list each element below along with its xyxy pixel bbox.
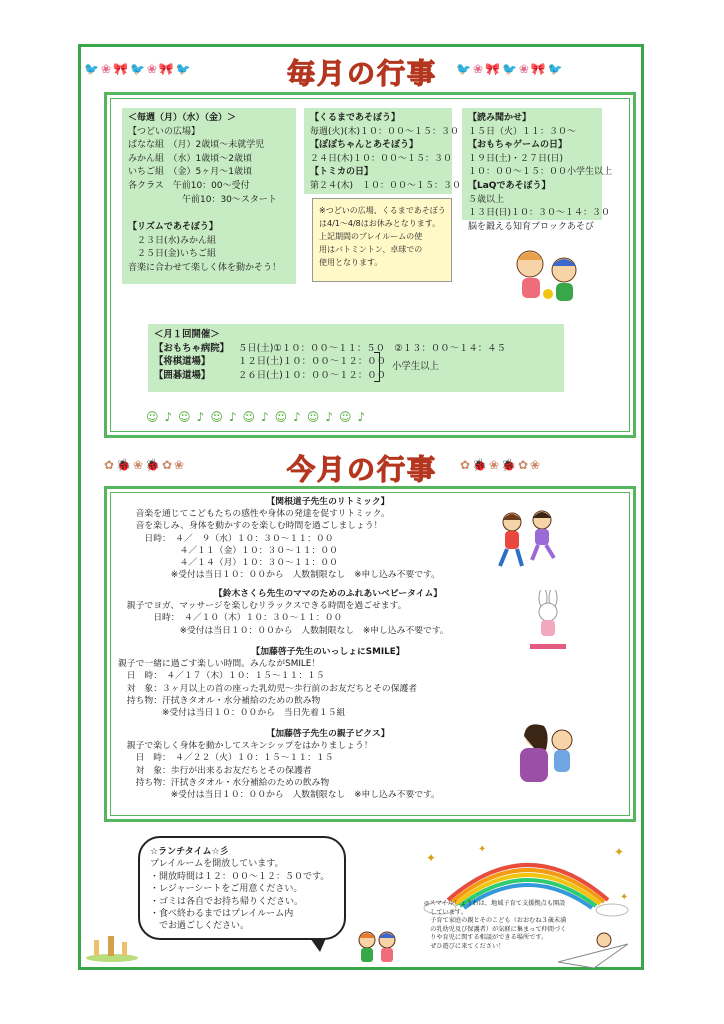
toy-game-time: １０：００～１５：００小学生以上 bbox=[468, 167, 613, 178]
toy-game-heading: 【おもちゃゲームの日】 bbox=[468, 140, 568, 151]
lunch-line: でお過ごしください。 bbox=[150, 921, 250, 932]
lunch-line: プレイルームを開放しています。 bbox=[150, 859, 284, 870]
toy-hospital-row bbox=[154, 342, 558, 356]
shogi-row bbox=[154, 355, 558, 369]
go-time: ２６日(土)１０：００～１２：００ bbox=[238, 369, 386, 381]
toy-hospital-time: ５日(土)①１０：００～１１：５０ ②１３：００～１４：４５ bbox=[238, 342, 506, 354]
tomica-heading: 【トミカの日】 bbox=[310, 167, 374, 178]
bird-flower-decoration-left: 🐦❀🎀🐦❀🎀🐦 bbox=[84, 62, 193, 76]
age-label: 小学生以上 bbox=[392, 361, 439, 372]
car-play-heading: 【くるまであそぼう】 bbox=[310, 113, 401, 123]
tomica-time: 第２４(木) １０：００～１５：３０ bbox=[310, 180, 462, 191]
weekly-sub: 【つどいの広場】 bbox=[128, 126, 201, 137]
weekly-line: いちご組 （金）5ヶ月～1歳頃 bbox=[128, 167, 252, 178]
event-line: ４／１４（月）１０：３０～１１：００ bbox=[118, 558, 338, 569]
smile-note-line: の乳幼児及び保護者）が気軽に集まって仲間づく bbox=[424, 925, 567, 933]
event-line: 日時： ４／１０（木）１０：３０～１１：００ bbox=[118, 613, 343, 624]
yoga-rabbit-illustration bbox=[526, 590, 570, 652]
event-heading: 【加藤啓子先生のいっしょにSMILE】 bbox=[251, 647, 405, 657]
event-line: 親子でヨガ、マッサージを楽しむリラックスできる時間を過ごせます。 bbox=[118, 601, 407, 612]
go-row bbox=[154, 369, 558, 383]
event-line: ※受付は当日１０：００から 当日先着１５組 bbox=[118, 708, 346, 719]
dancing-kids-illustration bbox=[492, 508, 562, 572]
svg-text:✦: ✦ bbox=[614, 845, 625, 859]
rhythm-heading: 【リズムであそぼう】 bbox=[128, 222, 218, 233]
popo-time: ２４日(木)１０：００～１５：３０ bbox=[310, 153, 453, 164]
storytime-time: １５日（火）１１：３０～ bbox=[468, 126, 577, 137]
lunch-heading: ☆ランチタイム☆彡 bbox=[150, 847, 229, 857]
closure-note bbox=[312, 198, 452, 282]
weekly-events-box bbox=[122, 108, 296, 284]
shogi-name: 【将棋道場】 bbox=[154, 356, 211, 368]
weekly-line: ぱなな組 （月）2歳頃～未就学児 bbox=[128, 140, 265, 151]
toy-hospital-name: 【おもちゃ病院】 bbox=[154, 342, 230, 354]
smile-info-panel bbox=[418, 840, 636, 968]
toy-game-dates: １９日(土)・２７日(日) bbox=[468, 153, 564, 164]
event-rhythmic bbox=[118, 496, 538, 581]
event-baby-time bbox=[118, 588, 538, 637]
smile-note-line: ぜひ遊びに来てください！ bbox=[424, 942, 505, 950]
bird-flower-decoration-right: 🐦❀🎀🐦❀🎀🐦 bbox=[456, 62, 565, 76]
event-line: 日 時： ４／１７（木）１０：１５～１１：１５ bbox=[118, 671, 325, 682]
thismonth-title: 今月の行事 bbox=[286, 453, 437, 486]
once-monthly-box bbox=[148, 324, 564, 392]
note-line: 用はバトミントン、卓球での bbox=[319, 245, 423, 254]
event-heading: 【鈴木さくら先生のママのためのふれあいベビータイム】 bbox=[213, 589, 443, 599]
laq-age: ５歳以上 bbox=[468, 194, 505, 205]
parent-child-illustration bbox=[510, 720, 582, 786]
note-line: 使用となります。 bbox=[319, 258, 383, 267]
rhythm-line: ２５日(金)いちご組 bbox=[128, 249, 217, 260]
note-line: は4/1～4/8はお休みとなります。 bbox=[319, 219, 441, 228]
note-line: 上記期間のプレイルームの使 bbox=[319, 232, 423, 241]
event-line: 持ち物：汗拭きタオル・水分補給のための飲み物 bbox=[118, 777, 330, 788]
event-line: 音を楽しみ、身体を動かすのを楽しむ時間を過ごしましょう！ bbox=[118, 521, 383, 532]
svg-text:✦: ✦ bbox=[478, 844, 487, 855]
lunch-time-bubble bbox=[138, 836, 346, 940]
bracket bbox=[374, 352, 380, 382]
event-heading: 【関根道子先生のリトミック】 bbox=[266, 497, 390, 507]
rhythm-line: 音楽に合わせて楽しく体を動かそう！ bbox=[128, 262, 282, 273]
children-playing-illustration bbox=[500, 240, 592, 312]
event-line: 親子で一緒に過ごす楽しい時間。みんながSMILE！ bbox=[118, 659, 321, 670]
smile-note-line: しています。 bbox=[424, 908, 467, 916]
lunch-line: ・レジャーシートをご用意ください。 bbox=[150, 884, 303, 895]
lunch-line: ・開放時間は１２：００～１２：５０です。 bbox=[150, 871, 330, 882]
middle-events-box bbox=[304, 108, 462, 194]
event-line: ※受付は当日１０：００から 人数制限なし ※申し込み不要です。 bbox=[118, 790, 440, 801]
event-line: 日 時： ４／２２（火）１０：１５～１１：１５ bbox=[118, 753, 334, 764]
svg-text:✦: ✦ bbox=[620, 892, 629, 903]
mushroom-grass-illustration bbox=[84, 928, 140, 962]
laq-time: １３日(日)１０：３０～１４：３０ bbox=[468, 208, 611, 219]
event-line: 親子で楽しく身体を動かしてスキンシップをはかりましょう！ bbox=[118, 741, 373, 752]
popo-heading: 【ぽぽちゃんとあそぼう】 bbox=[310, 140, 419, 151]
children-music-decoration: ☺♪☺♪☺♪☺♪☺♪☺♪☺♪ bbox=[146, 410, 372, 424]
rhythm-line: ２３日(水)みかん組 bbox=[128, 235, 217, 246]
event-smile bbox=[118, 646, 538, 719]
thismonth-title-row bbox=[0, 448, 724, 488]
storytime-heading: 【読み聞かせ】 bbox=[468, 113, 532, 123]
svg-text:✦: ✦ bbox=[426, 851, 437, 865]
event-line: 音楽を通じてこどもたちの感性や身体の発達を促すリトミック。 bbox=[118, 509, 390, 520]
event-line: 日時： ４／ ９（水）１０：３０～１１：００ bbox=[118, 533, 334, 544]
smile-note-line: ◎スマイルしょうわは、地域子育て支援拠点も開設 bbox=[424, 900, 566, 907]
car-play-time: 毎週(火)(木)１０：００～１５：３０ bbox=[310, 126, 460, 137]
lunch-line: ・食べ終わるまではプレイルーム内 bbox=[150, 909, 294, 920]
note-line: ※つどいの広場、くるまであそぼう bbox=[319, 206, 446, 215]
event-line: 持ち物：汗拭きタオル・水分補給のための飲み物 bbox=[118, 695, 321, 706]
lunch-line: ・ゴミは各自でお持ち帰りください。 bbox=[150, 896, 304, 907]
flower-bug-decoration-right: ✿🐞❀🐞✿❀ bbox=[460, 458, 543, 472]
once-heading: ＜月１回開催＞ bbox=[154, 329, 220, 340]
kids-lunch-illustration bbox=[352, 928, 402, 964]
go-name: 【囲碁道場】 bbox=[154, 369, 211, 381]
event-line: 対 象：３ヶ月以上の首の座った乳幼児～歩行前のお友だちとその保護者 bbox=[118, 683, 418, 694]
smile-note-line: 子育て家庭の親とそのこども（おおむね３歳未満 bbox=[424, 917, 567, 925]
flower-bug-decoration-left: ✿🐞❀🐞✿❀ bbox=[104, 458, 187, 472]
smile-note bbox=[424, 900, 602, 952]
smile-note-line: りや育児に関する相談ができる場所です。 bbox=[424, 934, 548, 942]
weekly-heading: ＜毎週（月）（水）（金）＞ bbox=[128, 113, 237, 123]
right-events-box bbox=[462, 108, 613, 232]
event-line: ４／１１（金）１０：３０～１１：００ bbox=[118, 545, 338, 556]
event-heading: 【加藤啓子先生の親子ピクス】 bbox=[266, 729, 390, 739]
laq-desc: 脳を鍛える知育ブロックあそび bbox=[468, 221, 594, 232]
weekly-line: 各クラス 午前10：00～受付 bbox=[128, 180, 250, 191]
event-line: ※受付は当日１０：００から 人数制限なし ※申し込み不要です。 bbox=[118, 570, 440, 581]
event-line: ※受付は当日１０：００から 人数制限なし ※申し込み不要です。 bbox=[118, 625, 449, 636]
event-line: 対 象：歩行が出来るお友だちとその保護者 bbox=[118, 765, 312, 776]
weekly-line: 午前10：30～スタート bbox=[128, 194, 277, 205]
monthly-title: 毎月の行事 bbox=[286, 57, 437, 90]
laq-heading: 【LaQであそぼう】 bbox=[468, 180, 551, 191]
shogi-time: １２日(土)１０：００～１２：００ bbox=[238, 356, 386, 368]
monthly-title-row bbox=[0, 52, 724, 92]
event-pics bbox=[118, 728, 538, 801]
weekly-line: みかん組 （水）1歳頃～2歳頃 bbox=[128, 153, 252, 164]
